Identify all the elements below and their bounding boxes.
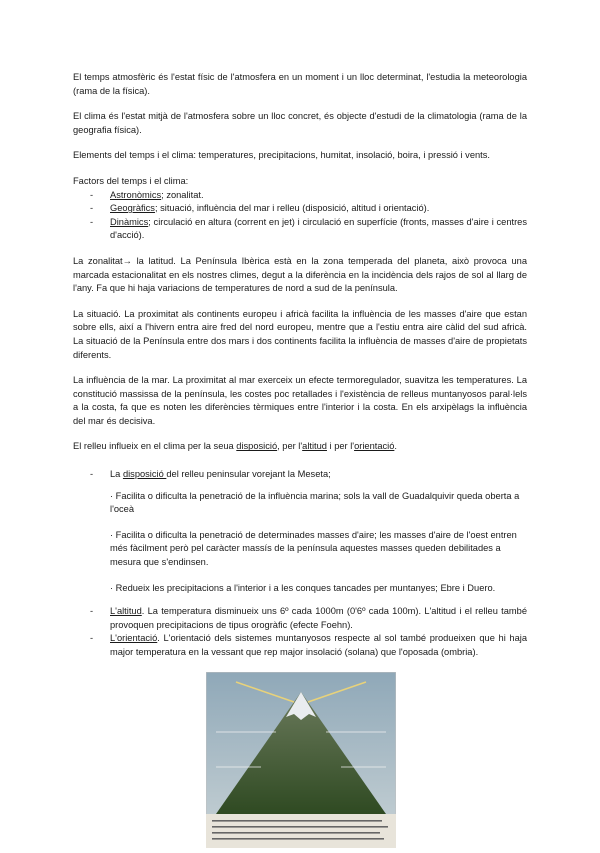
list-item <box>73 189 527 203</box>
mountain-illustration <box>206 672 396 848</box>
subpoint-3: · Redueix les precipitacions a l'interior i a les conques tancades per muntanyes; Ebre i Duero. <box>110 582 496 593</box>
term-orientacio: orientació <box>354 441 395 452</box>
text: . L'orientació dels sistemes muntanyosos respecte al sol també produeixen que hi haja major temperatura en la vessant que rep major insolació (solana) que l'oposada (ombria). <box>110 633 527 657</box>
paragraph-relleu <box>73 440 527 454</box>
text: . La temperatura disminueix uns 6º cada 1000m (0'6º cada 100m). L'altitud i el relleu també provoquen precipitacions de tipus orogràfic (efecte Foehn). <box>110 606 527 630</box>
text: . <box>394 441 397 452</box>
item-text: ; situació, influència del mar i relleu (disposició, altitud i orientació). <box>154 203 430 214</box>
document-body <box>73 71 527 672</box>
factors-list <box>73 189 527 243</box>
term-altitud: L'altitud <box>110 606 142 617</box>
paragraph-zonalitat: La zonalitat→ la latitud. La Península Ibèrica està en la zona temperada del planeta, això provoca una marcada estacionalitat en els nostres climes, degut a la diferència en la incidència dels rajos de sol al llarg de l'any. Fa que hi haja variacions de temperatures de nord a sud de la península. <box>73 255 527 294</box>
term-disposicio: disposició <box>236 441 278 452</box>
disposicio-subpoints <box>73 490 527 596</box>
item-text: ; circulació en altura (corrent en jet) i circulació en superfície (fronts, masses d'aire i centres d'acció). <box>110 216 527 241</box>
paragraph-mar: La influència de la mar. La proximitat al mar exerceix un efecte termoregulador, suavitza les temperatures. La constitució massissa de la península, les costes poc retallades i l'existència de relleus muntanyosos paral·lels a la costa, fa que es noten les diferències tèrmiques entre l'interior i la costa. En els arxipèlags la influència del mar és decisiva. <box>73 375 527 426</box>
list-item <box>73 202 527 216</box>
text: del relleu peninsular vorejant la Meseta; <box>166 469 331 480</box>
mountain-icon <box>206 672 396 848</box>
term-astronomics: Astronòmics <box>110 189 162 200</box>
term-disposicio: disposició <box>122 469 167 480</box>
subpoint-2: · Facilita o dificulta la penetració de determinades masses d'aire; les masses d'aire de l'oest entren més fàcilment però pel caràcter massís de la península aquestes masses queden debilitades a mesura que s'endinsen. <box>110 529 517 568</box>
paragraph-elements: Elements del temps i el clima: temperatures, precipitacions, humitat, insolació, boira, i pressió i vents. <box>73 150 490 161</box>
list-item <box>73 216 527 243</box>
list-item-orientacio <box>73 632 527 659</box>
list-item-disposicio <box>73 468 527 482</box>
text: i per l' <box>326 441 355 452</box>
term-altitud: altitud <box>302 441 327 452</box>
relleu-list-2 <box>73 605 527 659</box>
item-text: ; zonalitat. <box>161 189 204 200</box>
text: La <box>110 469 123 480</box>
text: , per l' <box>277 441 303 452</box>
paragraph-temps: El temps atmosfèric és l'estat físic de l'atmosfera en un moment i un lloc determinat, l'estudia la meteorologia (rama de la física). <box>73 72 527 96</box>
factors-title: Factors del temps i el clima: <box>73 175 189 186</box>
text: El relleu influeix en el clima per la seua <box>73 441 237 452</box>
term-geografics: Geogràfics <box>110 203 155 214</box>
paragraph-clima: El clima és l'estat mitjà de l'atmosfera sobre un lloc concret, és objecte d'estudi de la climatologia (rama de la geografia física). <box>73 111 527 135</box>
list-item-altitud <box>73 605 527 632</box>
term-dinamics: Dinàmics <box>110 216 149 227</box>
term-orientacio: L'orientació <box>110 633 158 644</box>
relleu-list <box>73 468 527 482</box>
paragraph-situacio: La situació. La proximitat als continents europeu i africà facilita la influència de les masses d'aire que estan sobre ells, així a l'hivern entra aire fred del nord europeu, mentre que a l'estiu entra aire càlid del sud africà. La situació de la Península entre dos mars i dos continents facilita la influència de masses d'aire de propietats diferents. <box>73 308 527 360</box>
subpoint-1: · Facilita o dificulta la penetració de la influència marina; sols la vall de Guadalquivir queda oberta a l'oceà <box>110 490 520 515</box>
